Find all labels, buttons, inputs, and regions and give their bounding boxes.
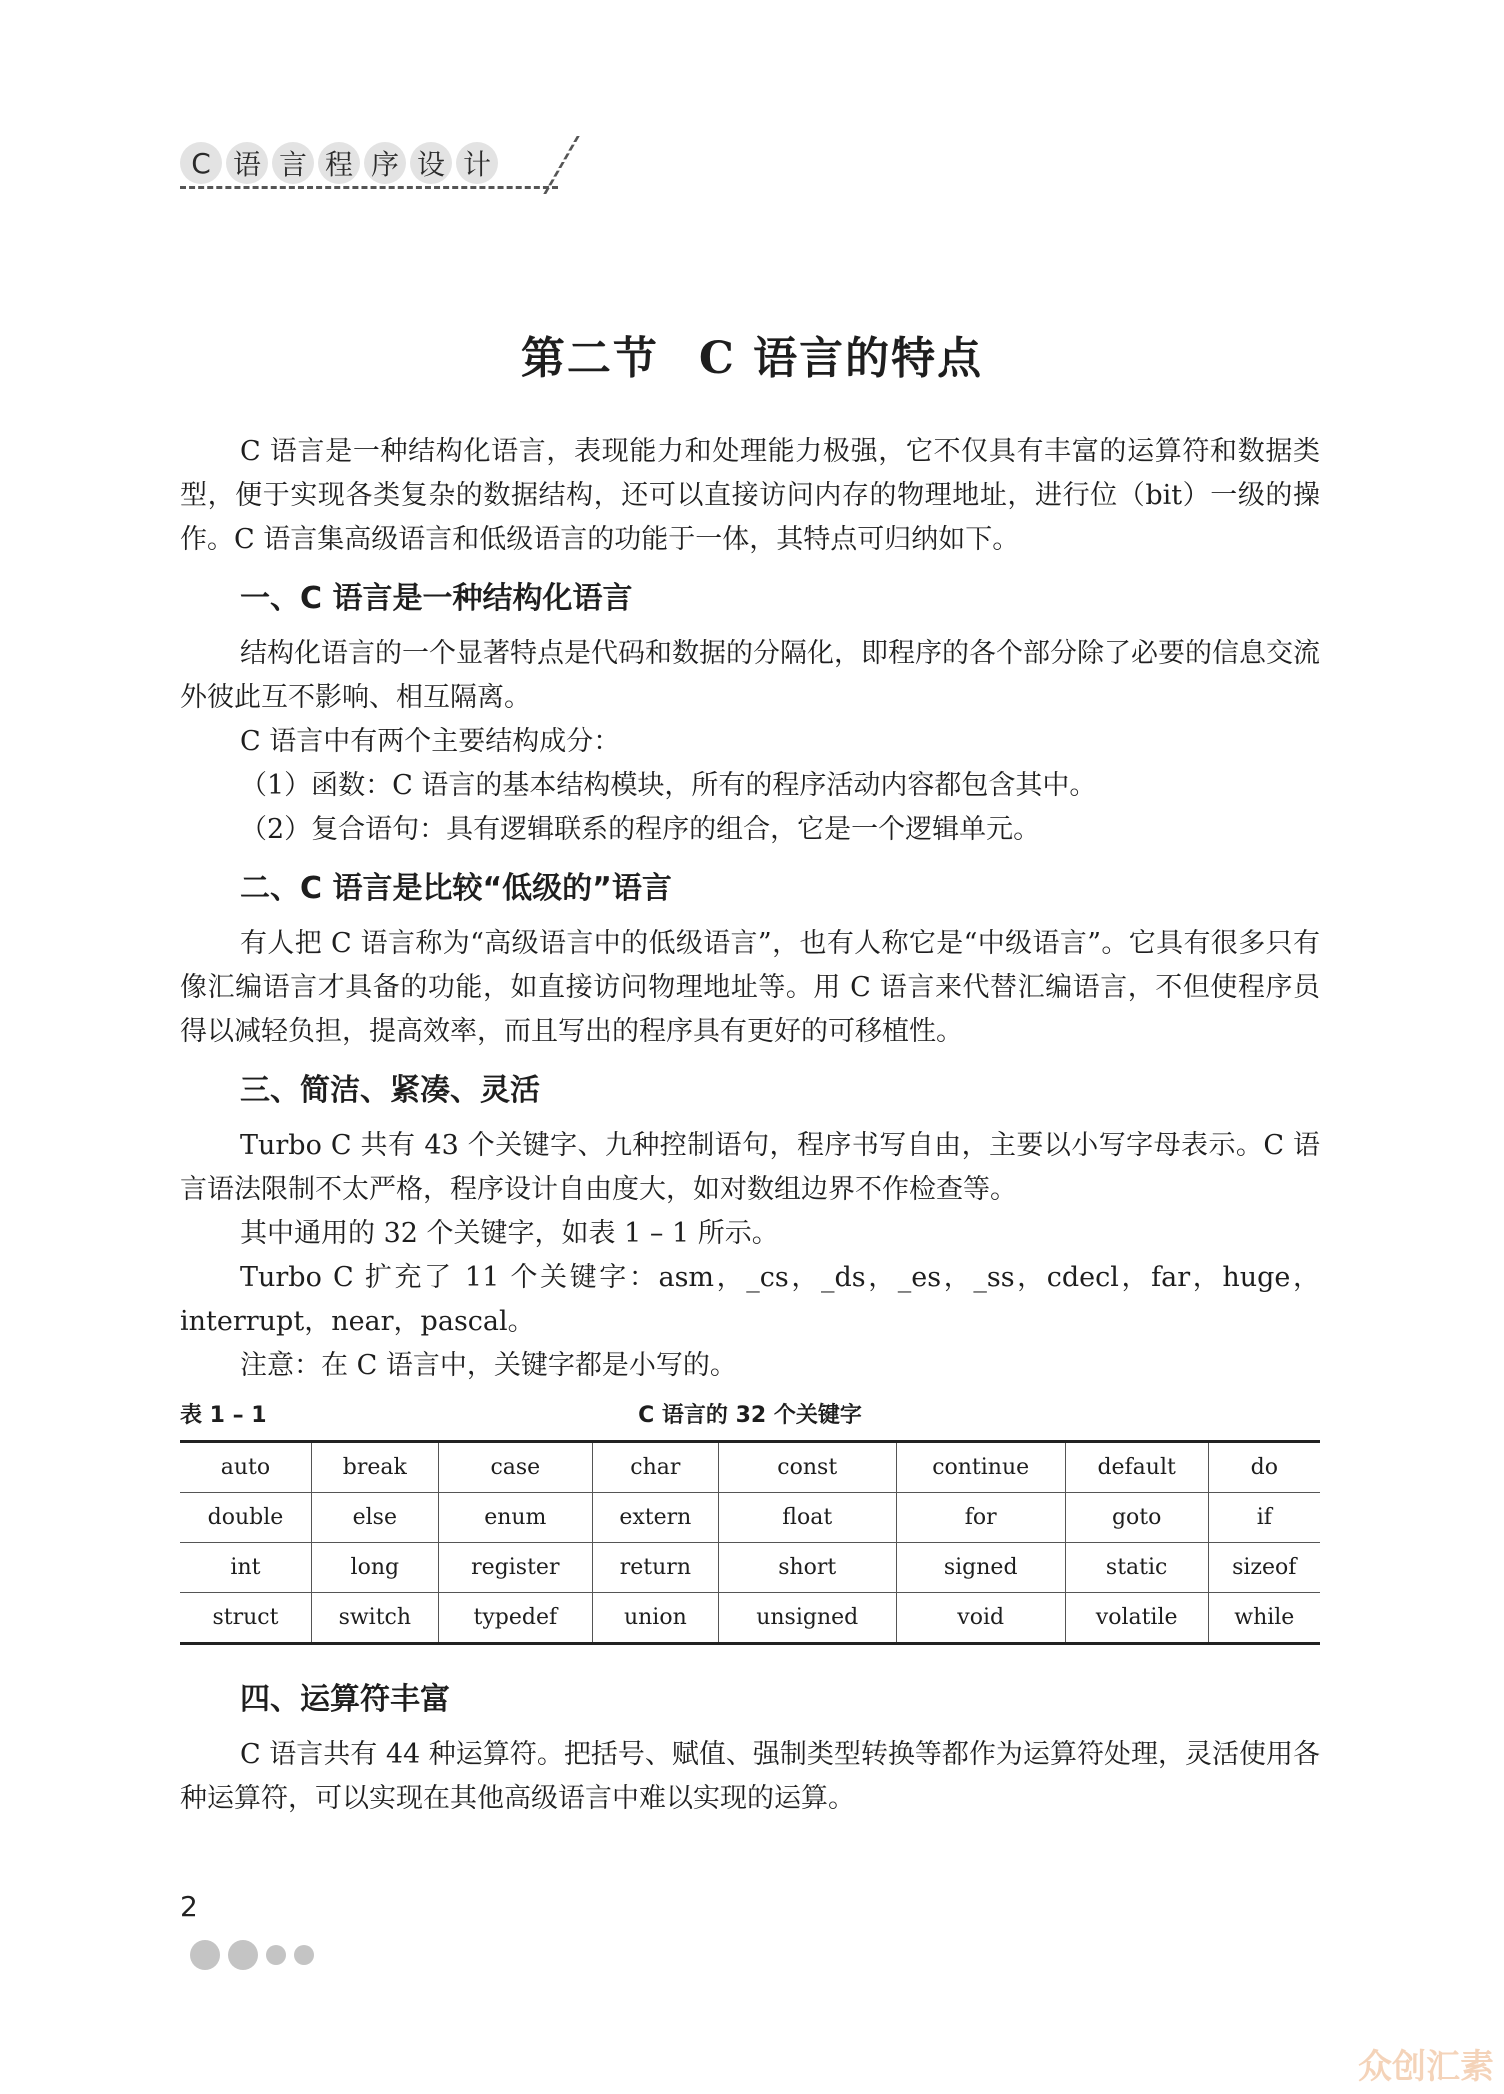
paragraph: 有人把 C 语言称为“高级语言中的低级语言”，也有人称它是“中级语言”。它具有很多只有像汇编语言才具备的功能，如直接访问物理地址等。用 C 语言来代替汇编语言，不但使程序员得以减轻负担，提高效率，而且写出的程序具有更好的可移植性。 [180,928,1320,1047]
table-cell: if [1208,1493,1320,1543]
header-char: 计 [456,142,498,184]
table-cell: unsigned [718,1593,896,1644]
table-cell: case [438,1442,592,1493]
table-row [180,1543,1320,1593]
table-number: 表 1 – 1 [180,1403,267,1428]
header-char: C [180,142,222,184]
subheading-2: 二、C 语言是比较“低级的”语言 [240,871,672,906]
header-char: 语 [226,142,268,184]
running-header [180,138,502,188]
keywords-table [180,1440,1320,1645]
page-content [180,430,1320,1821]
table-cell: char [592,1442,718,1493]
header-dashed-rule [180,186,558,189]
intro-paragraph: C 语言是一种结构化语言，表现能力和处理能力极强，它不仅具有丰富的运算符和数据类型，便于实现各类复杂的数据结构，还可以直接访问内存的物理地址，进行位（bit）一级的操作。C 语言集高级语言和低级语言的功能于一体，其特点可归纳如下。 [180,436,1320,555]
watermark: 众创汇素 [1358,2047,1494,2087]
table-cell: void [896,1593,1065,1644]
dot-icon [266,1945,286,1965]
table-cell: auto [180,1442,311,1493]
paragraph: C 语言中有两个主要结构成分： [240,726,621,757]
section-title [0,322,1504,386]
table-cell: int [180,1543,311,1593]
table-row [180,1493,1320,1543]
header-char: 言 [272,142,314,184]
section-name: C 语言的特点 [698,333,984,384]
table-cell: float [718,1493,896,1543]
table-cell: for [896,1493,1065,1543]
page-number: 2 [180,1890,198,1923]
table-cell: double [180,1493,311,1543]
table-cell: register [438,1543,592,1593]
table-cell: do [1208,1442,1320,1493]
table-cell: enum [438,1493,592,1543]
paragraph: C 语言共有 44 种运算符。把括号、赋值、强制类型转换等都作为运算符处理，灵活使用各种运算符，可以实现在其他高级语言中难以实现的运算。 [180,1739,1320,1814]
list-item: （1）函数：C 语言的基本结构模块，所有的程序活动内容都包含其中。 [240,770,1097,801]
table-cell: else [311,1493,438,1543]
paragraph: 注意：在 C 语言中，关键字都是小写的。 [240,1350,737,1381]
table-cell: default [1065,1442,1208,1493]
table-cell: signed [896,1543,1065,1593]
table-row [180,1442,1320,1493]
dot-icon [228,1940,258,1970]
table-cell: return [592,1543,718,1593]
table-cell: static [1065,1543,1208,1593]
table-cell: sizeof [1208,1543,1320,1593]
table-cell: volatile [1065,1593,1208,1644]
table-cell: typedef [438,1593,592,1644]
paragraph: Turbo C 扩充了 11 个关键字：asm，_cs，_ds，_es，_ss，cdecl，far，huge，interrupt，near，pascal。 [180,1262,1320,1337]
dot-icon [294,1945,314,1965]
dot-icon [190,1940,220,1970]
paragraph: Turbo C 共有 43 个关键字、九种控制语句，程序书写自由，主要以小写字母表示。C 语言语法限制不太严格，程序设计自由度大，如对数组边界不作检查等。 [180,1130,1320,1205]
subheading-1: 一、C 语言是一种结构化语言 [240,581,633,616]
table-cell: while [1234,1605,1295,1630]
section-number: 第二节 [520,333,659,384]
table-caption [180,1396,1320,1436]
subheading-3: 三、简洁、紧凑、灵活 [240,1073,540,1108]
table-title: C 语言的 32 个关键字 [638,1403,862,1428]
footer-dots-decoration [190,1940,322,1970]
table-cell: switch [311,1593,438,1644]
table-row [180,1593,1320,1644]
header-char: 序 [364,142,406,184]
paragraph: 结构化语言的一个显著特点是代码和数据的分隔化，即程序的各个部分除了必要的信息交流外彼此互不影响、相互隔离。 [180,638,1320,713]
table-cell: union [592,1593,718,1644]
paragraph: 其中通用的 32 个关键字，如表 1 – 1 所示。 [240,1218,779,1249]
table-cell: struct [180,1593,311,1644]
table-cell: continue [896,1442,1065,1493]
table-cell: short [718,1543,896,1593]
table-cell: long [311,1543,438,1593]
table-cell: goto [1065,1493,1208,1543]
subheading-4: 四、运算符丰富 [240,1682,450,1717]
table-cell: const [718,1442,896,1493]
table-cell: break [311,1442,438,1493]
header-dashed-slash [543,136,582,194]
list-item: （2）复合语句：具有逻辑联系的程序的组合，它是一个逻辑单元。 [240,814,1041,845]
table-cell: extern [592,1493,718,1543]
header-char: 程 [318,142,360,184]
header-char: 设 [410,142,452,184]
